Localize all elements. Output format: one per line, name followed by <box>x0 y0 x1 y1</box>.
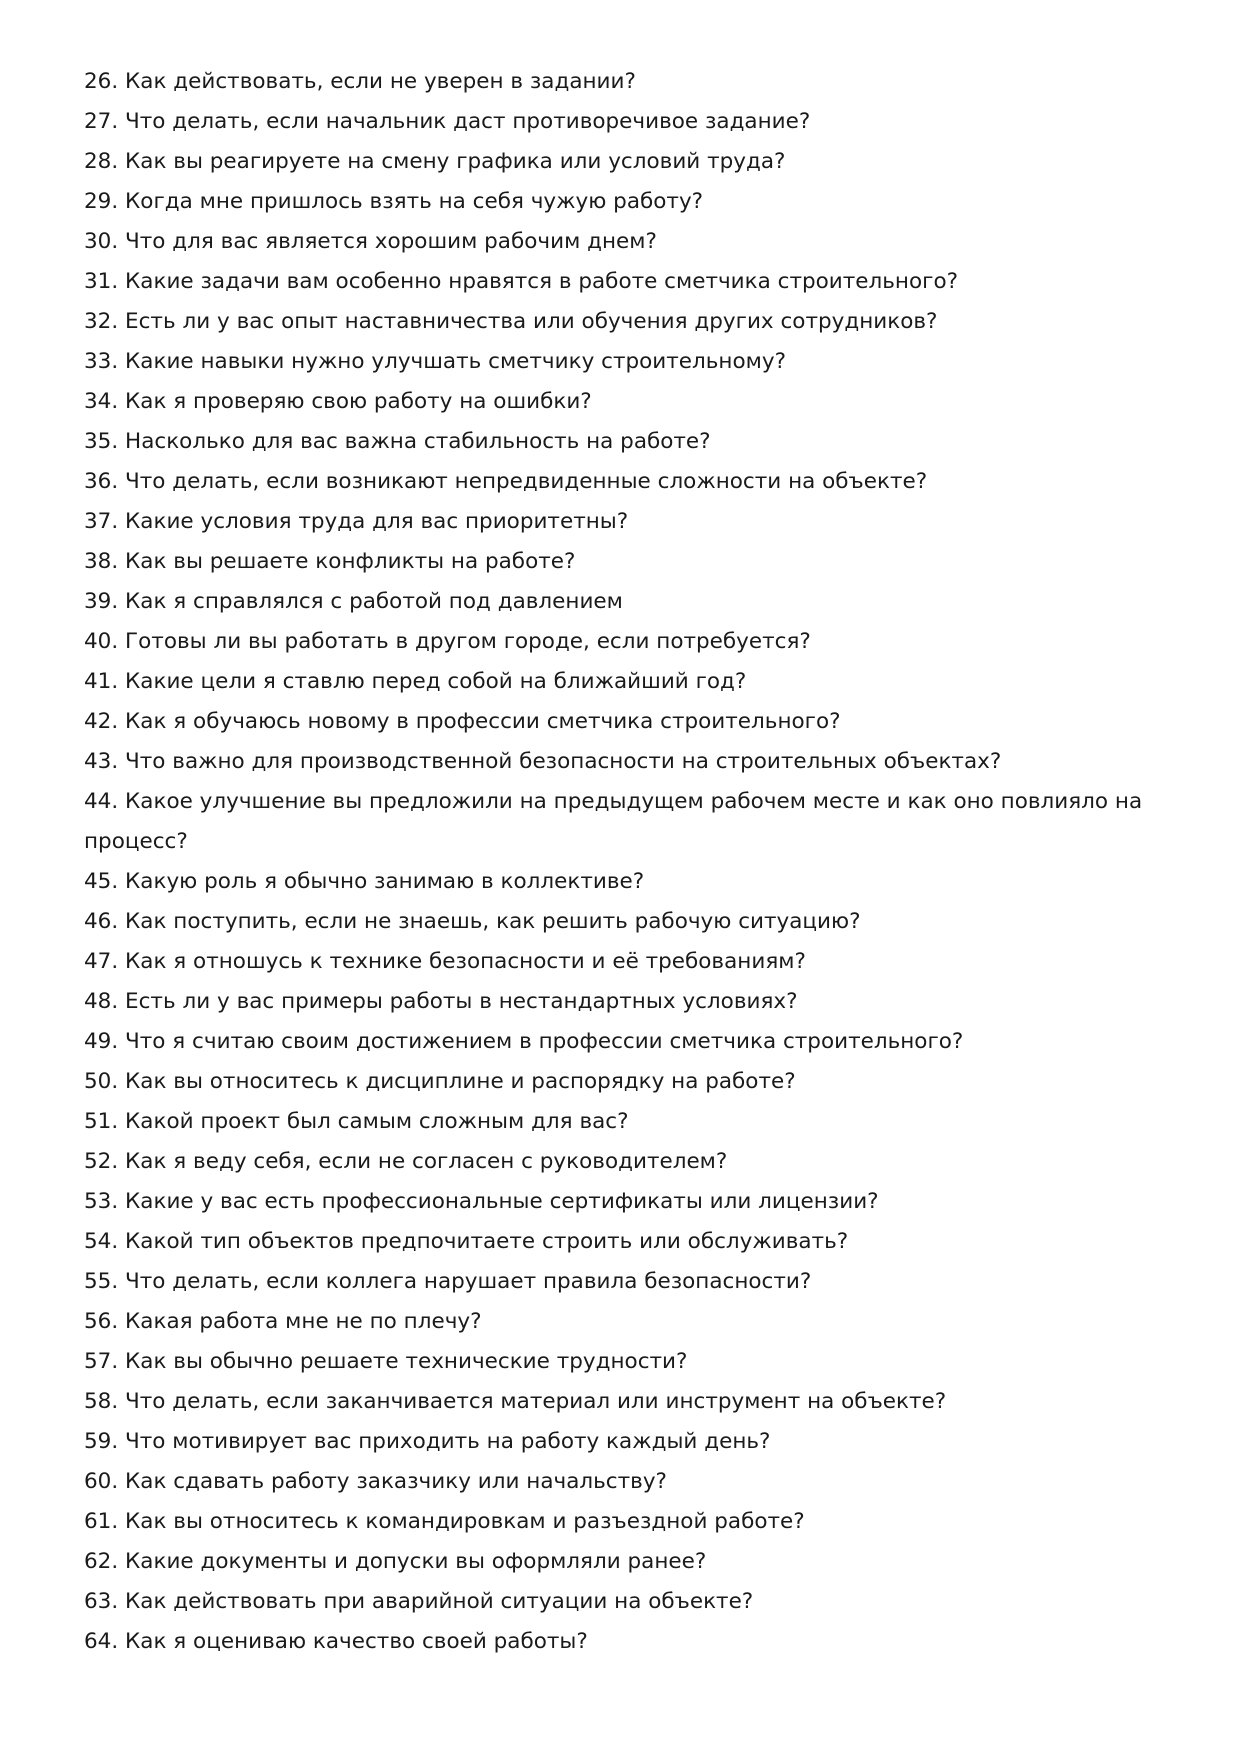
question-item: 32. Есть ли у вас опыт наставничества или обучения других сотрудников? <box>84 309 938 334</box>
question-item: 37. Какие условия труда для вас приоритетны? <box>84 509 629 534</box>
question-item: 55. Что делать, если коллега нарушает правила безопасности? <box>84 1269 812 1294</box>
question-item: 48. Есть ли у вас примеры работы в нестандартных условиях? <box>84 989 798 1014</box>
question-item: 38. Как вы решаете конфликты на работе? <box>84 549 576 574</box>
question-item: 62. Какие документы и допуски вы оформляли ранее? <box>84 1549 707 1574</box>
question-item: 35. Насколько для вас важна стабильность на работе? <box>84 429 711 454</box>
question-item: 33. Какие навыки нужно улучшать сметчику строительному? <box>84 349 786 374</box>
question-item: 61. Как вы относитесь к командировкам и разъездной работе? <box>84 1509 805 1534</box>
question-item: 51. Какой проект был самым сложным для вас? <box>84 1109 629 1134</box>
question-item: 26. Как действовать, если не уверен в задании? <box>84 69 636 94</box>
question-item: 31. Какие задачи вам особенно нравятся в работе сметчика строительного? <box>84 269 959 294</box>
question-item: 59. Что мотивирует вас приходить на работу каждый день? <box>84 1429 771 1454</box>
question-item: 36. Что делать, если возникают непредвиденные сложности на объекте? <box>84 469 928 494</box>
question-item: 52. Как я веду себя, если не согласен с руководителем? <box>84 1149 728 1174</box>
question-item: 47. Как я отношусь к технике безопасности и её требованиям? <box>84 949 806 974</box>
question-item: 64. Как я оцениваю качество своей работы? <box>84 1629 588 1654</box>
question-item: 45. Какую роль я обычно занимаю в коллективе? <box>84 869 645 894</box>
question-item: 57. Как вы обычно решаете технические трудности? <box>84 1349 688 1374</box>
question-item: 39. Как я справлялся с работой под давлением <box>84 589 623 614</box>
question-item: 63. Как действовать при аварийной ситуации на объекте? <box>84 1589 754 1614</box>
question-item: 58. Что делать, если заканчивается материал или инструмент на объекте? <box>84 1389 947 1414</box>
question-list <box>84 62 1164 1662</box>
question-item: 42. Как я обучаюсь новому в профессии сметчика строительного? <box>84 709 841 734</box>
question-item: 41. Какие цели я ставлю перед собой на ближайший год? <box>84 669 747 694</box>
question-item: 54. Какой тип объектов предпочитаете строить или обслуживать? <box>84 1229 849 1254</box>
question-item: 44. Какое улучшение вы предложили на предыдущем рабочем месте и как оно повлияло на процесс? <box>84 789 1143 854</box>
question-item: 30. Что для вас является хорошим рабочим днем? <box>84 229 657 254</box>
question-item: 49. Что я считаю своим достижением в профессии сметчика строительного? <box>84 1029 964 1054</box>
question-item: 53. Какие у вас есть профессиональные сертификаты или лицензии? <box>84 1189 879 1214</box>
question-item: 27. Что делать, если начальник даст противоречивое задание? <box>84 109 811 134</box>
question-item: 29. Когда мне пришлось взять на себя чужую работу? <box>84 189 704 214</box>
question-item: 60. Как сдавать работу заказчику или начальству? <box>84 1469 667 1494</box>
question-item: 56. Какая работа мне не по плечу? <box>84 1309 482 1334</box>
question-item: 28. Как вы реагируете на смену графика или условий труда? <box>84 149 786 174</box>
question-item: 34. Как я проверяю свою работу на ошибки? <box>84 389 592 414</box>
question-item: 50. Как вы относитесь к дисциплине и распорядку на работе? <box>84 1069 796 1094</box>
question-item: 46. Как поступить, если не знаешь, как решить рабочую ситуацию? <box>84 909 861 934</box>
question-item: 43. Что важно для производственной безопасности на строительных объектах? <box>84 749 1002 774</box>
question-item: 40. Готовы ли вы работать в другом городе, если потребуется? <box>84 629 811 654</box>
